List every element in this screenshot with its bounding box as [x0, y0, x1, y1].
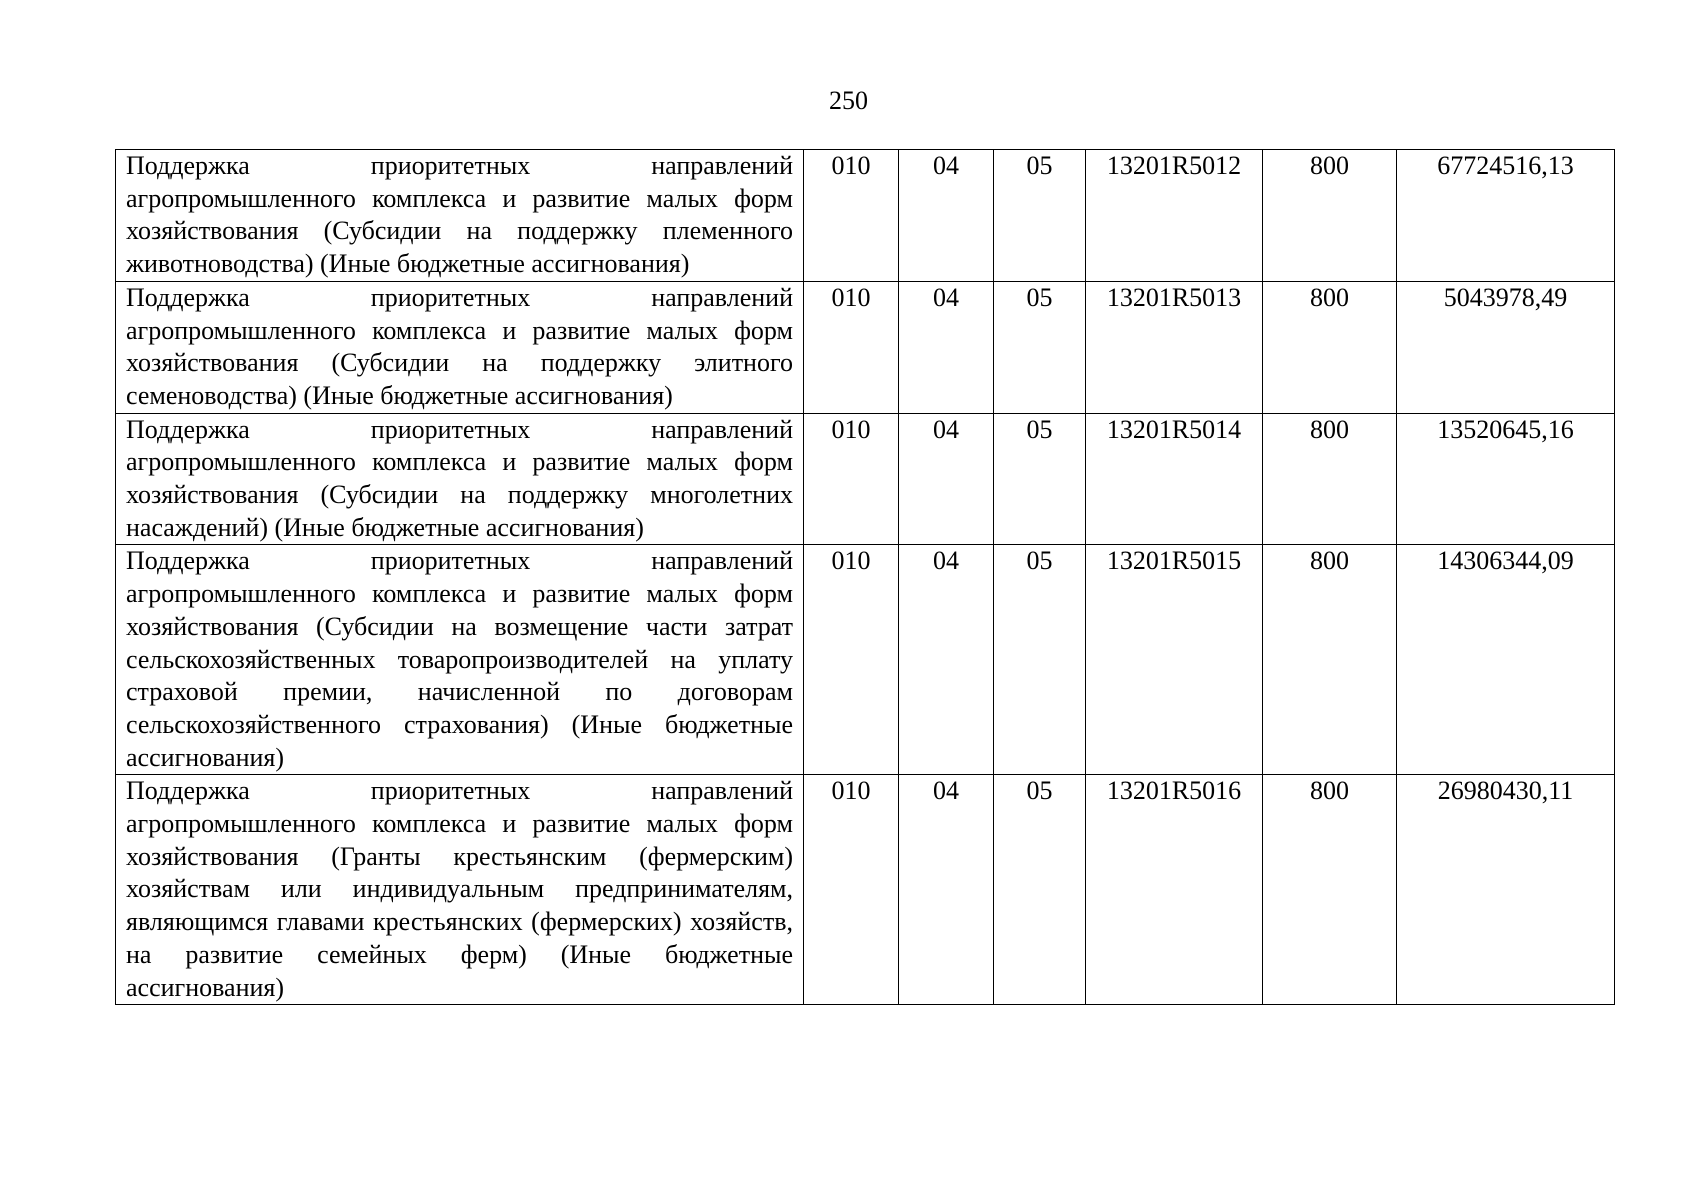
row-section-code: 04 — [899, 413, 994, 545]
row-amount: 13520645,16 — [1397, 413, 1615, 545]
row-target-code: 13201R5013 — [1086, 281, 1263, 413]
row-expense-type: 800 — [1263, 150, 1397, 282]
row-amount: 67724516,13 — [1397, 150, 1615, 282]
row-amount: 26980430,11 — [1397, 775, 1615, 1005]
table-row — [116, 775, 1615, 1005]
row-target-code: 13201R5016 — [1086, 775, 1263, 1005]
table-row — [116, 281, 1615, 413]
row-target-code: 13201R5014 — [1086, 413, 1263, 545]
row-admin-code: 010 — [804, 775, 899, 1005]
row-subsection-code: 05 — [994, 281, 1086, 413]
row-description: Поддержка приоритетных направлений агропромышленного комплекса и развитие малых форм хозяйствования (Субсидии на возмещение части затрат сельскохозяйственных товаропроизводителей на уплату страховой премии, начисленной по договорам сельскохозяйственного страхования) (Иные бюджетные ассигнования) — [116, 545, 804, 775]
row-amount: 5043978,49 — [1397, 281, 1615, 413]
row-expense-type: 800 — [1263, 545, 1397, 775]
row-section-code: 04 — [899, 775, 994, 1005]
page-number: 250 — [829, 86, 868, 115]
row-admin-code: 010 — [804, 413, 899, 545]
row-subsection-code: 05 — [994, 775, 1086, 1005]
row-target-code: 13201R5015 — [1086, 545, 1263, 775]
row-expense-type: 800 — [1263, 775, 1397, 1005]
row-description: Поддержка приоритетных направлений агропромышленного комплекса и развитие малых форм хозяйствования (Гранты крестьянским (фермерским) хозяйствам или индивидуальным предпринимателям, являющимся главами крестьянских (фермерских) хозяйств, на развитие семейных ферм) (Иные бюджетные ассигнования) — [116, 775, 804, 1005]
row-target-code: 13201R5012 — [1086, 150, 1263, 282]
row-amount: 14306344,09 — [1397, 545, 1615, 775]
row-section-code: 04 — [899, 281, 994, 413]
row-description: Поддержка приоритетных направлений агропромышленного комплекса и развитие малых форм хозяйствования (Субсидии на поддержку племенного животноводства) (Иные бюджетные ассигнования) — [116, 150, 804, 282]
row-admin-code: 010 — [804, 281, 899, 413]
row-expense-type: 800 — [1263, 413, 1397, 545]
row-subsection-code: 05 — [994, 545, 1086, 775]
row-subsection-code: 05 — [994, 413, 1086, 545]
row-admin-code: 010 — [804, 545, 899, 775]
row-admin-code: 010 — [804, 150, 899, 282]
row-expense-type: 800 — [1263, 281, 1397, 413]
row-description: Поддержка приоритетных направлений агропромышленного комплекса и развитие малых форм хозяйствования (Субсидии на поддержку элитного семеноводства) (Иные бюджетные ассигнования) — [116, 281, 804, 413]
budget-table — [115, 149, 1615, 1005]
table-row — [116, 413, 1615, 545]
table-row — [116, 150, 1615, 282]
table-row — [116, 545, 1615, 775]
row-section-code: 04 — [899, 545, 994, 775]
row-subsection-code: 05 — [994, 150, 1086, 282]
row-section-code: 04 — [899, 150, 994, 282]
row-description: Поддержка приоритетных направлений агропромышленного комплекса и развитие малых форм хозяйствования (Субсидии на поддержку многолетних насаждений) (Иные бюджетные ассигнования) — [116, 413, 804, 545]
